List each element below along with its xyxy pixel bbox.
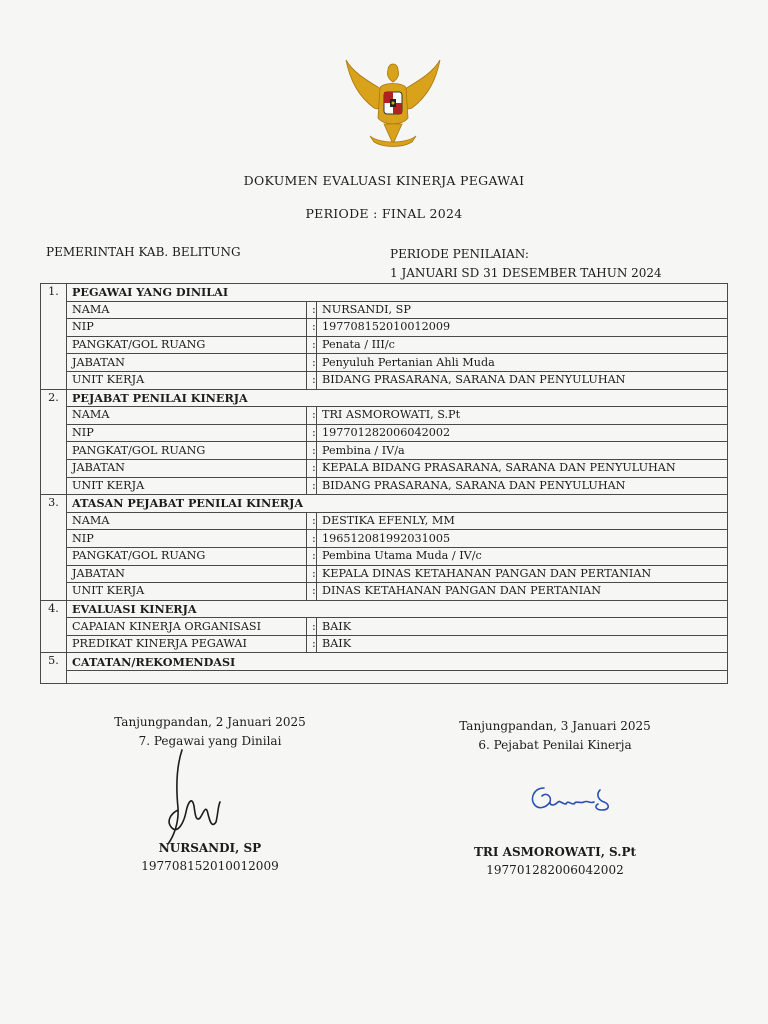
field-label: NIP	[67, 424, 307, 442]
colon: :	[307, 319, 317, 337]
nip-left: 197708152010012009	[141, 859, 279, 873]
field-value: 197708152010012009	[317, 319, 728, 337]
table-row	[41, 635, 728, 653]
section-title: PEGAWAI YANG DINILAI	[67, 284, 728, 302]
section-number: 5.	[41, 653, 67, 684]
field-label: CAPAIAN KINERJA ORGANISASI	[67, 618, 307, 636]
colon: :	[307, 618, 317, 636]
table-row	[41, 442, 728, 460]
field-label: JABATAN	[67, 565, 307, 583]
section-number: 2.	[41, 389, 67, 495]
field-label: UNIT KERJA	[67, 583, 307, 601]
document-title: DOKUMEN EVALUASI KINERJA PEGAWAI	[243, 173, 525, 188]
field-label: PANGKAT/GOL RUANG	[67, 547, 307, 565]
field-label: UNIT KERJA	[67, 477, 307, 495]
table-row	[41, 565, 728, 583]
field-value: DINAS KETAHANAN PANGAN DAN PERTANIAN	[317, 583, 728, 601]
colon: :	[307, 354, 317, 372]
field-value: DESTIKA EFENLY, MM	[317, 512, 728, 530]
signatory-left	[80, 839, 340, 875]
place-date-left: Tanjungpandan, 2 Januari 2025	[114, 715, 306, 729]
role-left: 7. Pegawai yang Dinilai	[138, 734, 282, 748]
field-label: PANGKAT/GOL RUANG	[67, 336, 307, 354]
field-value: TRI ASMOROWATI, S.Pt	[317, 407, 728, 425]
table-row	[41, 530, 728, 548]
colon: :	[307, 547, 317, 565]
table-row	[41, 354, 728, 372]
name-right: TRI ASMOROWATI, S.Pt	[473, 845, 637, 859]
assessment-period-label: PERIODE PENILAIAN:	[390, 247, 529, 261]
nip-right: 197701282006042002	[486, 863, 624, 877]
section-header	[41, 653, 728, 671]
colon: :	[307, 371, 317, 389]
notes-empty-cell	[67, 671, 728, 684]
table-row	[41, 618, 728, 636]
colon: :	[307, 635, 317, 653]
colon: :	[307, 565, 317, 583]
colon: :	[307, 477, 317, 495]
place-date-right: Tanjungpandan, 3 Januari 2025	[459, 719, 651, 733]
table-row	[41, 583, 728, 601]
table-row	[41, 336, 728, 354]
section-title: PEJABAT PENILAI KINERJA	[67, 389, 728, 407]
section-title: ATASAN PEJABAT PENILAI KINERJA	[67, 495, 728, 513]
colon: :	[307, 512, 317, 530]
field-label: UNIT KERJA	[67, 371, 307, 389]
signature-block-left	[80, 713, 340, 751]
colon: :	[307, 301, 317, 319]
field-value: Penata / III/c	[317, 336, 728, 354]
section-number: 3.	[41, 495, 67, 601]
signature-right-icon	[528, 782, 618, 816]
field-label: NIP	[67, 530, 307, 548]
field-value: Pembina Utama Muda / IV/c	[317, 547, 728, 565]
field-value: 196512081992031005	[317, 530, 728, 548]
field-value: NURSANDI, SP	[317, 301, 728, 319]
field-value: KEPALA BIDANG PRASARANA, SARANA DAN PENYULUHAN	[317, 459, 728, 477]
colon: :	[307, 583, 317, 601]
table-row	[41, 459, 728, 477]
section-header	[41, 495, 728, 513]
signature-block-right	[420, 717, 690, 755]
colon: :	[307, 530, 317, 548]
field-value: KEPALA DINAS KETAHANAN PANGAN DAN PERTANIAN	[317, 565, 728, 583]
field-value: BIDANG PRASARANA, SARANA DAN PENYULUHAN	[317, 371, 728, 389]
notes-row	[41, 671, 728, 684]
field-value: BAIK	[317, 618, 728, 636]
evaluation-form-table	[40, 283, 728, 684]
garuda-emblem-icon	[340, 52, 446, 154]
field-value: Pembina / IV/a	[317, 442, 728, 460]
section-number: 1.	[41, 284, 67, 390]
signature-left-icon	[160, 748, 230, 848]
section-title: EVALUASI KINERJA	[67, 600, 728, 618]
section-title: CATATAN/REKOMENDASI	[67, 653, 728, 671]
table-row	[41, 407, 728, 425]
field-label: NAMA	[67, 407, 307, 425]
table-row	[41, 371, 728, 389]
field-label: PANGKAT/GOL RUANG	[67, 442, 307, 460]
field-value: BIDANG PRASARANA, SARANA DAN PENYULUHAN	[317, 477, 728, 495]
colon: :	[307, 336, 317, 354]
field-label: JABATAN	[67, 354, 307, 372]
signatory-right	[420, 843, 690, 879]
table-row	[41, 301, 728, 319]
colon: :	[307, 459, 317, 477]
section-header	[41, 600, 728, 618]
field-value: BAIK	[317, 635, 728, 653]
government-name: PEMERINTAH KAB. BELITUNG	[46, 245, 241, 259]
section-header	[41, 284, 728, 302]
table-row	[41, 477, 728, 495]
colon: :	[307, 442, 317, 460]
table-row	[41, 319, 728, 337]
name-left: NURSANDI, SP	[158, 841, 262, 855]
table-row	[41, 424, 728, 442]
colon: :	[307, 407, 317, 425]
field-label: PREDIKAT KINERJA PEGAWAI	[67, 635, 307, 653]
field-label: NAMA	[67, 301, 307, 319]
table-row	[41, 547, 728, 565]
role-right: 6. Pejabat Penilai Kinerja	[478, 738, 632, 752]
document-period: PERIODE : FINAL 2024	[305, 206, 463, 221]
table-row	[41, 512, 728, 530]
section-number: 4.	[41, 600, 67, 653]
field-value: 197701282006042002	[317, 424, 728, 442]
assessment-period-value: 1 JANUARI SD 31 DESEMBER TAHUN 2024	[390, 266, 662, 280]
field-label: NAMA	[67, 512, 307, 530]
section-header	[41, 389, 728, 407]
colon: :	[307, 424, 317, 442]
field-label: NIP	[67, 319, 307, 337]
field-label: JABATAN	[67, 459, 307, 477]
field-value: Penyuluh Pertanian Ahli Muda	[317, 354, 728, 372]
